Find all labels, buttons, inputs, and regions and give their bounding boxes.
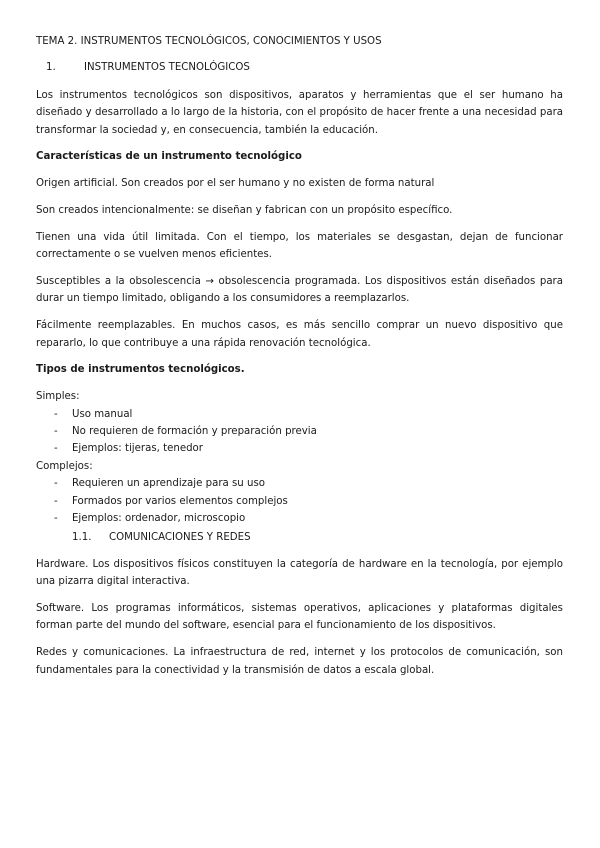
dash-bullet: - <box>54 426 58 438</box>
list-item: - No requieren de formación y preparación previa <box>36 423 563 440</box>
document-page <box>36 33 563 688</box>
characteristic-paragraph: Fácilmente reemplazables. En muchos casos, es más sencillo comprar un nuevo dispositivo que repararlo, lo que contribuye a una rápida renovación tecnológica. <box>36 320 563 349</box>
networks-paragraph: Redes y comunicaciones. La infraestructura de red, internet y los protocolos de comunicación, son fundamentales para la conectividad y la transmisión de datos a escala global. <box>36 647 563 676</box>
intro-paragraph: Los instrumentos tecnológicos son dispositivos, aparatos y herramientas que el ser humano ha diseñado y desarrollado a lo largo de la historia, con el propósito de hacer frente a una necesidad para transformar la sociedad y, en consecuencia, también la educación. <box>36 89 563 136</box>
section-title: INSTRUMENTOS TECNOLÓGICOS <box>84 62 250 74</box>
list-item: - Requieren un aprendizaje para su uso <box>36 475 563 492</box>
software-paragraph: Software. Los programas informáticos, sistemas operativos, aplicaciones y plataformas digitales forman parte del mundo del software, esencial para el funcionamiento de los dispositivos. <box>36 603 563 632</box>
list-item: - Ejemplos: tijeras, tenedor <box>36 440 563 457</box>
simple-label: Simples: <box>36 391 80 403</box>
complex-label: Complejos: <box>36 460 93 472</box>
dash-bullet: - <box>54 408 58 420</box>
characteristic-paragraph: Tienen una vida útil limitada. Con el tiempo, los materiales se desgastan, dejan de funcionar correctamente o se vuelven menos eficientes. <box>36 231 563 261</box>
list-item: - Uso manual <box>36 406 563 423</box>
subsection-number: 1.1. <box>72 532 92 544</box>
dash-bullet: - <box>54 478 58 490</box>
section-number: 1. <box>46 62 56 74</box>
dash-bullet: - <box>54 513 58 525</box>
characteristics-heading: Características de un instrumento tecnológico <box>36 151 302 163</box>
hardware-paragraph: Hardware. Los dispositivos físicos constituyen la categoría de hardware en la tecnología, por ejemplo una pizarra digital interactiva. <box>36 558 563 588</box>
characteristic-paragraph: Susceptibles a la obsolescencia → obsolescencia programada. Los dispositivos están diseñados para durar un tiempo limitado, obligando a los consumidores a reemplazarlos. <box>36 276 563 305</box>
simple-list <box>36 406 563 458</box>
subsection-title: COMUNICACIONES Y REDES <box>109 532 251 544</box>
section-heading <box>36 59 563 76</box>
characteristic-paragraph: Son creados intencionalmente: se diseñan y fabrican con un propósito específico. <box>36 205 453 217</box>
list-item: - Ejemplos: ordenador, microscopio <box>36 510 563 527</box>
complex-list <box>36 475 563 527</box>
document-title: TEMA 2. INSTRUMENTOS TECNOLÓGICOS, CONOCIMIENTOS Y USOS <box>36 36 382 47</box>
dash-bullet: - <box>54 443 58 455</box>
dash-bullet: - <box>54 495 58 507</box>
list-item: - Formados por varios elementos complejos <box>36 493 563 510</box>
types-heading: Tipos de instrumentos tecnológicos. <box>36 364 245 376</box>
subsection-heading <box>36 529 563 546</box>
characteristic-paragraph: Origen artificial. Son creados por el ser humano y no existen de forma natural <box>36 178 435 190</box>
